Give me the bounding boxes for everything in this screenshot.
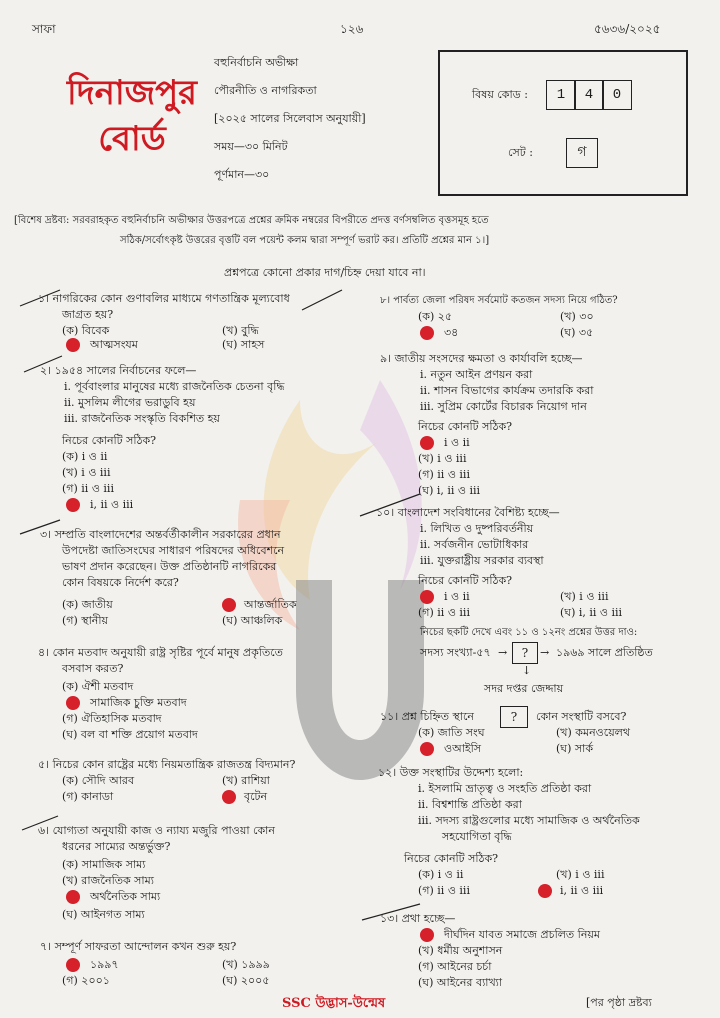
footer-next-page: [পর পৃষ্ঠা দ্রষ্টব্য [586,996,652,1009]
q13-option-ka[interactable]: দীর্ঘদিন যাবত সমাজে প্রচলিত নিয়ম [444,928,600,941]
q1-text: ১। নাগরিকের কোন গুণাবলির মাধ্যমে গণতান্ত্রিক মূল্যবোধ [38,292,290,305]
q12-option-gha[interactable]: i, ii ও iii [560,884,604,897]
q6-option-ga[interactable]: অর্থনৈতিক সাম্য [90,890,161,903]
q2-option-kha[interactable]: (খ) i ও iii [62,466,111,479]
q2-statement-iii: iii. রাজনৈতিক সংস্কৃতি বিকশিত হয় [64,412,220,425]
q9-statement-iii: iii. সুপ্রিম কোর্টের বিচারক নিয়োগ দান [420,400,587,413]
q12-statement-iii-2: সহযোগিতা বৃদ্ধি [442,830,512,843]
q6-option-ka[interactable]: (ক) সামাজিক সাম্য [62,858,146,871]
q10-text: ১০। বাংলাদেশ সংবিধানের বৈশিষ্ট্য হচ্ছে— [376,506,560,519]
header-left: সাফা [32,22,56,36]
q13-option-ga[interactable]: (গ) আইনের চর্চা [418,960,492,973]
subject-code-label: বিষয় কোড : [472,88,528,101]
q5-option-ga[interactable]: (গ) কানাডা [62,790,114,803]
q11-option-kha[interactable]: (খ) কমনওয়েলথ [556,726,630,739]
subject-code-digit-1: 1 [546,80,576,110]
q12-option-ka[interactable]: (ক) i ও ii [418,868,464,881]
q8-option-kha[interactable]: (খ) ৩০ [560,310,594,323]
q7-option-ga[interactable]: (গ) ২০০১ [62,974,110,987]
q5-option-gha[interactable]: বৃটেন [244,790,268,803]
q11-text-2: কোন সংস্থাটি বসবে? [536,710,627,723]
q2-text: ২। ১৯৫৪ সালের নির্বাচনের ফলে— [40,364,197,377]
stem-arrow-left-icon: → [498,646,508,659]
stem-hq: সদর দপ্তর জেদ্দায় [484,682,564,695]
q12-option-kha[interactable]: (খ) i ও iii [556,868,605,881]
q10-statement-iii: iii. যুক্তরাষ্ট্রীয় সরকার ব্যবস্থা [420,554,544,567]
q11-question-box: ? [500,706,528,728]
board-line-2: বোর্ড [98,119,166,159]
stem-members: সদস্য সংখ্যা-৫৭ [420,646,491,659]
q6-option-gha[interactable]: (ঘ) আইনগত সাম্য [62,908,145,921]
q4-option-ga[interactable]: (গ) ঐতিহাসিক মতবাদ [62,712,162,725]
no-mark-note: প্রশ্নপত্রে কোনো প্রকার দাগ/চিহ্ন দেয়া যাবে না। [224,266,426,279]
q8-option-ka[interactable]: (ক) ২৫ [418,310,453,323]
q1-text-2: জাগ্রত হয়? [62,308,114,321]
subject-code-digit-3: 0 [602,80,632,110]
q1-option-gha[interactable]: (ঘ) সাহস [222,338,265,351]
q9-ask: নিচের কোনটি সঠিক? [418,420,513,433]
q2-option-ka[interactable]: (ক) i ও ii [62,450,108,463]
q3-option-ka[interactable]: (ক) জাতীয় [62,598,113,611]
q13-option-kha[interactable]: (খ) ধর্মীয় অনুশাসন [418,944,503,957]
q7-text: ৭। সম্পূর্ণ সাফরতা আন্দোলন কখন শুরু হয়? [40,940,237,953]
q1-option-ka[interactable]: (ক) বিবেক [62,324,110,337]
q4-option-ka[interactable]: (ক) ঐশী মতবাদ [62,680,134,693]
exam-time: সময়—৩০ মিনিট [214,140,288,153]
q3-text-2: উপদেষ্টা জাতিসংঘের সাধারণ পরিষদের অধিবেশনে [62,544,285,557]
q12-option-ga[interactable]: (গ) ii ও iii [418,884,470,897]
q9-option-gha[interactable]: (ঘ) i, ii ও iii [418,484,481,497]
header-right: ৫৬৩৬/২০২৫ [594,22,661,36]
instructions-line-2: সঠিক/সর্বোৎকৃষ্ট উত্তরের বৃত্তটি বল পয়েন্ট কলম দ্বারা সম্পূর্ণ ভরাট কর। প্রতিটি প্রশ্নের মান ১।] [120,235,490,246]
q4-text: ৪। কোন মতবাদ অনুযায়ী রাষ্ট্র সৃষ্টির পূর্বে মানুষ প্রকৃতিতে [38,646,283,659]
stem-year: ১৯৬৯ সালে প্রতিষ্ঠিত [556,646,653,659]
q13-text: ১৩। প্রথা হচ্ছে— [380,912,456,925]
syllabus-note: [২০২৫ সালের সিলেবাস অনুযায়ী] [214,112,366,125]
q11-option-ga[interactable]: ওআইসি [444,742,482,755]
q5-option-kha[interactable]: (খ) রাশিয়া [222,774,270,787]
instructions-line-1: [বিশেষ দ্রষ্টব্য: সরবরাহকৃত বহুনির্বাচনি অভীক্ষার উত্তরপত্রে প্রশ্নের ক্রমিক নম্বরের বিপরীতে প্রদত্ত বর্ণসম্বলিত বৃত্তসমূহ হতে [14,215,489,226]
q8-option-ga[interactable]: ৩৪ [444,326,459,339]
q12-text: ১২। উক্ত সংস্থাটির উদ্দেশ্য হলো: [378,766,524,779]
q8-option-gha[interactable]: (ঘ) ৩৫ [560,326,594,339]
q11-text: ১১। প্রশ্ন চিহ্নিত স্থানে [380,710,474,723]
q7-option-gha[interactable]: (ঘ) ২০০৫ [222,974,270,987]
q9-text: ৯। জাতীয় সংসদের ক্ষমতা ও কার্যাবলি হচ্ছে— [380,352,583,365]
q10-statement-ii: ii. সর্বজনীন ভোটাধিকার [420,538,529,551]
q11-option-gha[interactable]: (ঘ) সার্ক [556,742,594,755]
q9-statement-ii: ii. শাসন বিভাগের কার্যক্রম তদারকি করা [420,384,594,397]
stem-arrow-down-icon: ↓ [522,664,532,677]
q10-ask: নিচের কোনটি সঠিক? [418,574,513,587]
q4-option-kha[interactable]: সামাজিক চুক্তি মতবাদ [90,696,187,709]
stem-instruction: নিচের ছকটি দেখে এবং ১১ ও ১২নং প্রশ্নের উত্তর দাও: [420,627,638,638]
q13-option-gha[interactable]: (ঘ) আইনের ব্যাখ্যা [418,976,503,989]
q5-text: ৫। নিচের কোন রাষ্ট্রের মধ্যে নিয়মতান্ত্রিক রাজতন্ত্র বিদ্যমান? [38,758,296,771]
q12-statement-iii: iii. সদস্য রাষ্ট্রগুলোর মধ্যে সামাজিক ও অর্থনৈতিক [418,814,640,827]
full-marks: পূর্ণমান—৩০ [214,168,270,181]
q9-option-ga[interactable]: (গ) ii ও iii [418,468,470,481]
q1-option-kha[interactable]: (খ) বুদ্ধি [222,324,259,337]
q12-statement-i: i. ইসলামি ভ্রাতৃত্ব ও সংহতি প্রতিষ্ঠা করা [418,782,592,795]
stem-arrow-right-icon: → [540,646,550,659]
subject-name: পৌরনীতি ও নাগরিকতা [214,84,317,97]
q6-text-2: ধরনের সাম্যের অন্তর্ভুক্ত? [62,840,171,853]
q10-option-kha[interactable]: (খ) i ও iii [560,590,609,603]
footer-brand: SSC উদ্ভাস-উন্মেষ [282,996,386,1011]
q2-option-gha[interactable]: i, ii ও iii [90,498,134,511]
q2-ask: নিচের কোনটি সঠিক? [62,434,157,447]
q11-option-ka[interactable]: (ক) জাতি সংঘ [418,726,485,739]
q1-option-ga[interactable]: আত্মসংযম [90,338,138,351]
subject-code-digit-2: 4 [574,80,604,110]
set-code: গ [566,138,598,168]
q9-option-ka[interactable]: i ও ii [444,436,470,449]
q5-option-ka[interactable]: (ক) সৌদি আরব [62,774,135,787]
q9-option-kha[interactable]: (খ) i ও iii [418,452,467,465]
q3-option-ga[interactable]: (গ) স্থানীয় [62,614,108,627]
q7-option-ka[interactable]: ১৯৯৭ [90,958,119,971]
exam-type: বহুনির্বাচনি অভীক্ষা [214,56,299,69]
q9-statement-i: i. নতুন আইন প্রণয়ন করা [420,368,533,381]
q10-option-ka[interactable]: i ও ii [444,590,470,603]
q10-option-gha[interactable]: (ঘ) i, ii ও iii [560,606,623,619]
q10-statement-i: i. লিখিত ও দুষ্পরিবর্তনীয় [420,522,534,535]
q3-option-gha[interactable]: (ঘ) আঞ্চলিক [222,614,283,627]
q8-text: ৮। পার্বত্য জেলা পরিষদ সর্বমোট কতজন সদস্য নিয়ে গঠিত? [380,295,618,306]
q2-statement-ii: ii. মুসলিম লীগের ভরাডুবি হয় [64,396,196,409]
q3-text-3: ভাষণ প্রদান করেছেন। উক্ত প্রতিষ্ঠানটি নাগরিকের [62,560,277,573]
q3-text-4: কোন বিষয়কে নির্দেশ করে? [62,576,179,589]
q6-text: ৬। যোগ্যতা অনুযায়ী কাজ ও ন্যায্য মজুরি পাওয়া কোন [38,824,275,837]
q3-text: ৩। সম্প্রতি বাংলাদেশের অন্তর্বর্তীকালীন সরকারের প্রধান [40,528,281,541]
board-line-1: দিনাজপুর [67,73,197,113]
q10-option-ga[interactable]: (গ) ii ও iii [418,606,470,619]
q2-option-ga[interactable]: (গ) ii ও iii [62,482,114,495]
q12-statement-ii: ii. বিশ্বশান্তি প্রতিষ্ঠা করা [418,798,522,811]
q6-option-kha[interactable]: (খ) রাজনৈতিক সাম্য [62,874,154,887]
q3-option-kha[interactable]: আন্তর্জাতিক [244,598,297,611]
stem-question-box: ? [512,642,538,664]
q7-option-kha[interactable]: (খ) ১৯৯৯ [222,958,270,971]
header-page-number: ১২৬ [340,22,364,36]
set-label: সেট : [508,146,533,159]
q4-option-gha[interactable]: (ঘ) বল বা শক্তি প্রয়োগ মতবাদ [62,728,198,741]
q4-text-2: বসবাস করত? [62,662,124,675]
q12-ask: নিচের কোনটি সঠিক? [404,852,499,865]
q2-statement-i: i. পূর্ববাংলার মানুষের মধ্যে রাজনৈতিক চেতনা বৃদ্ধি [64,380,285,393]
